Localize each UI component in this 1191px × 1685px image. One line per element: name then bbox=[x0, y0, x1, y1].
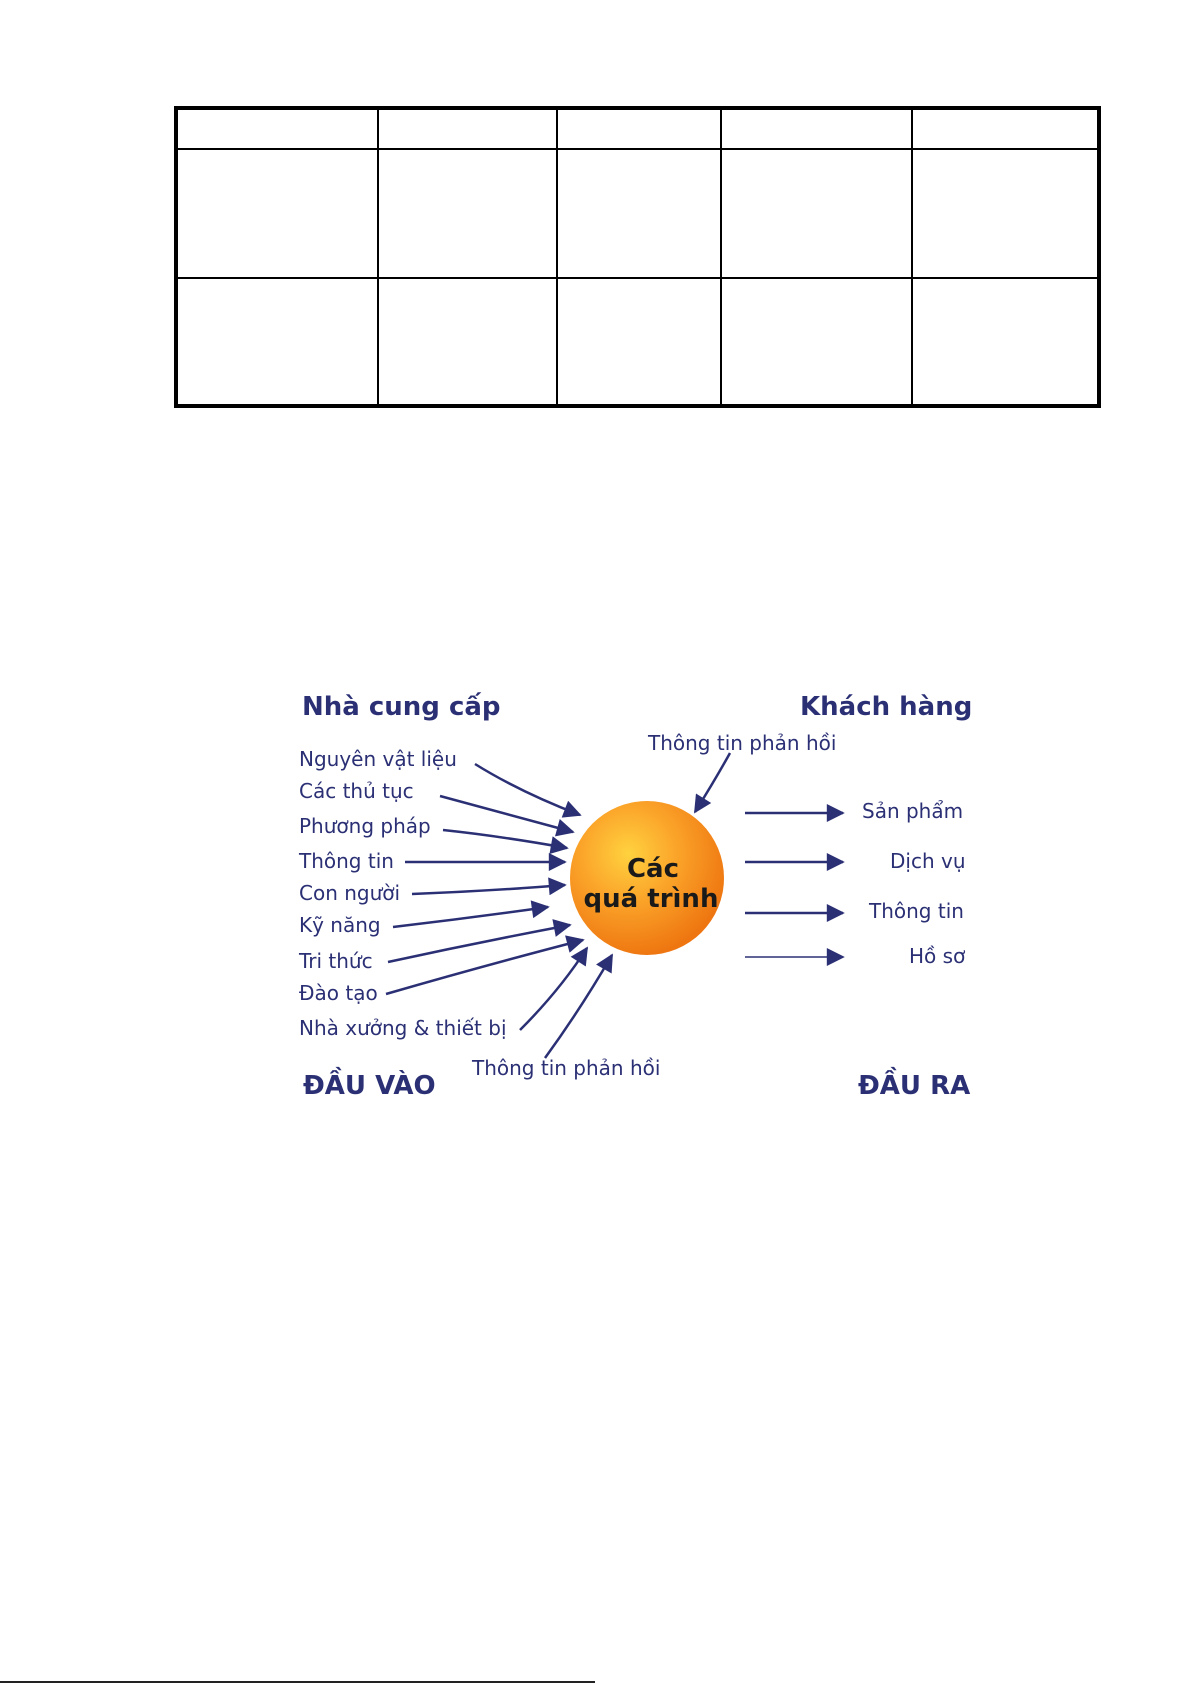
center-label-line1: Các bbox=[626, 854, 680, 884]
input-item: Đào tạo bbox=[299, 981, 378, 1005]
customer-label: Khách hàng bbox=[800, 692, 973, 722]
input-label: ĐẦU VÀO bbox=[303, 1071, 436, 1101]
bottom-rule bbox=[0, 1681, 595, 1683]
input-item: Tri thức bbox=[299, 949, 373, 973]
input-item: Thông tin bbox=[299, 849, 394, 873]
feedback-top-label: Thông tin phản hồi bbox=[648, 731, 837, 755]
input-arrow bbox=[440, 796, 573, 832]
input-arrow bbox=[388, 925, 570, 962]
input-item: Nguyên vật liệu bbox=[299, 747, 457, 771]
input-item: Nhà xưởng & thiết bị bbox=[299, 1016, 507, 1040]
input-arrow bbox=[393, 907, 548, 927]
input-arrow bbox=[443, 830, 567, 848]
output-label: ĐẦU RA bbox=[858, 1071, 971, 1101]
input-arrow bbox=[475, 764, 580, 815]
feedback-bottom-arrow bbox=[545, 955, 612, 1058]
input-arrow bbox=[520, 948, 587, 1030]
input-item: Kỹ năng bbox=[299, 913, 381, 937]
input-item: Phương pháp bbox=[299, 814, 431, 838]
output-item: Thông tin bbox=[869, 899, 964, 923]
feedback-top-arrow bbox=[695, 753, 730, 812]
input-item: Con người bbox=[299, 881, 401, 905]
center-label-line2: quá trình bbox=[583, 884, 719, 914]
output-item: Dịch vụ bbox=[890, 849, 966, 873]
input-item: Các thủ tục bbox=[299, 779, 414, 803]
output-item: Sản phẩm bbox=[862, 799, 964, 823]
output-arrows bbox=[745, 813, 843, 957]
feedback-bottom-label: Thông tin phản hồi bbox=[472, 1056, 661, 1080]
supplier-label: Nhà cung cấp bbox=[302, 692, 501, 722]
output-item: Hồ sơ bbox=[909, 944, 966, 968]
input-arrow bbox=[412, 885, 565, 894]
input-arrow bbox=[386, 940, 583, 994]
